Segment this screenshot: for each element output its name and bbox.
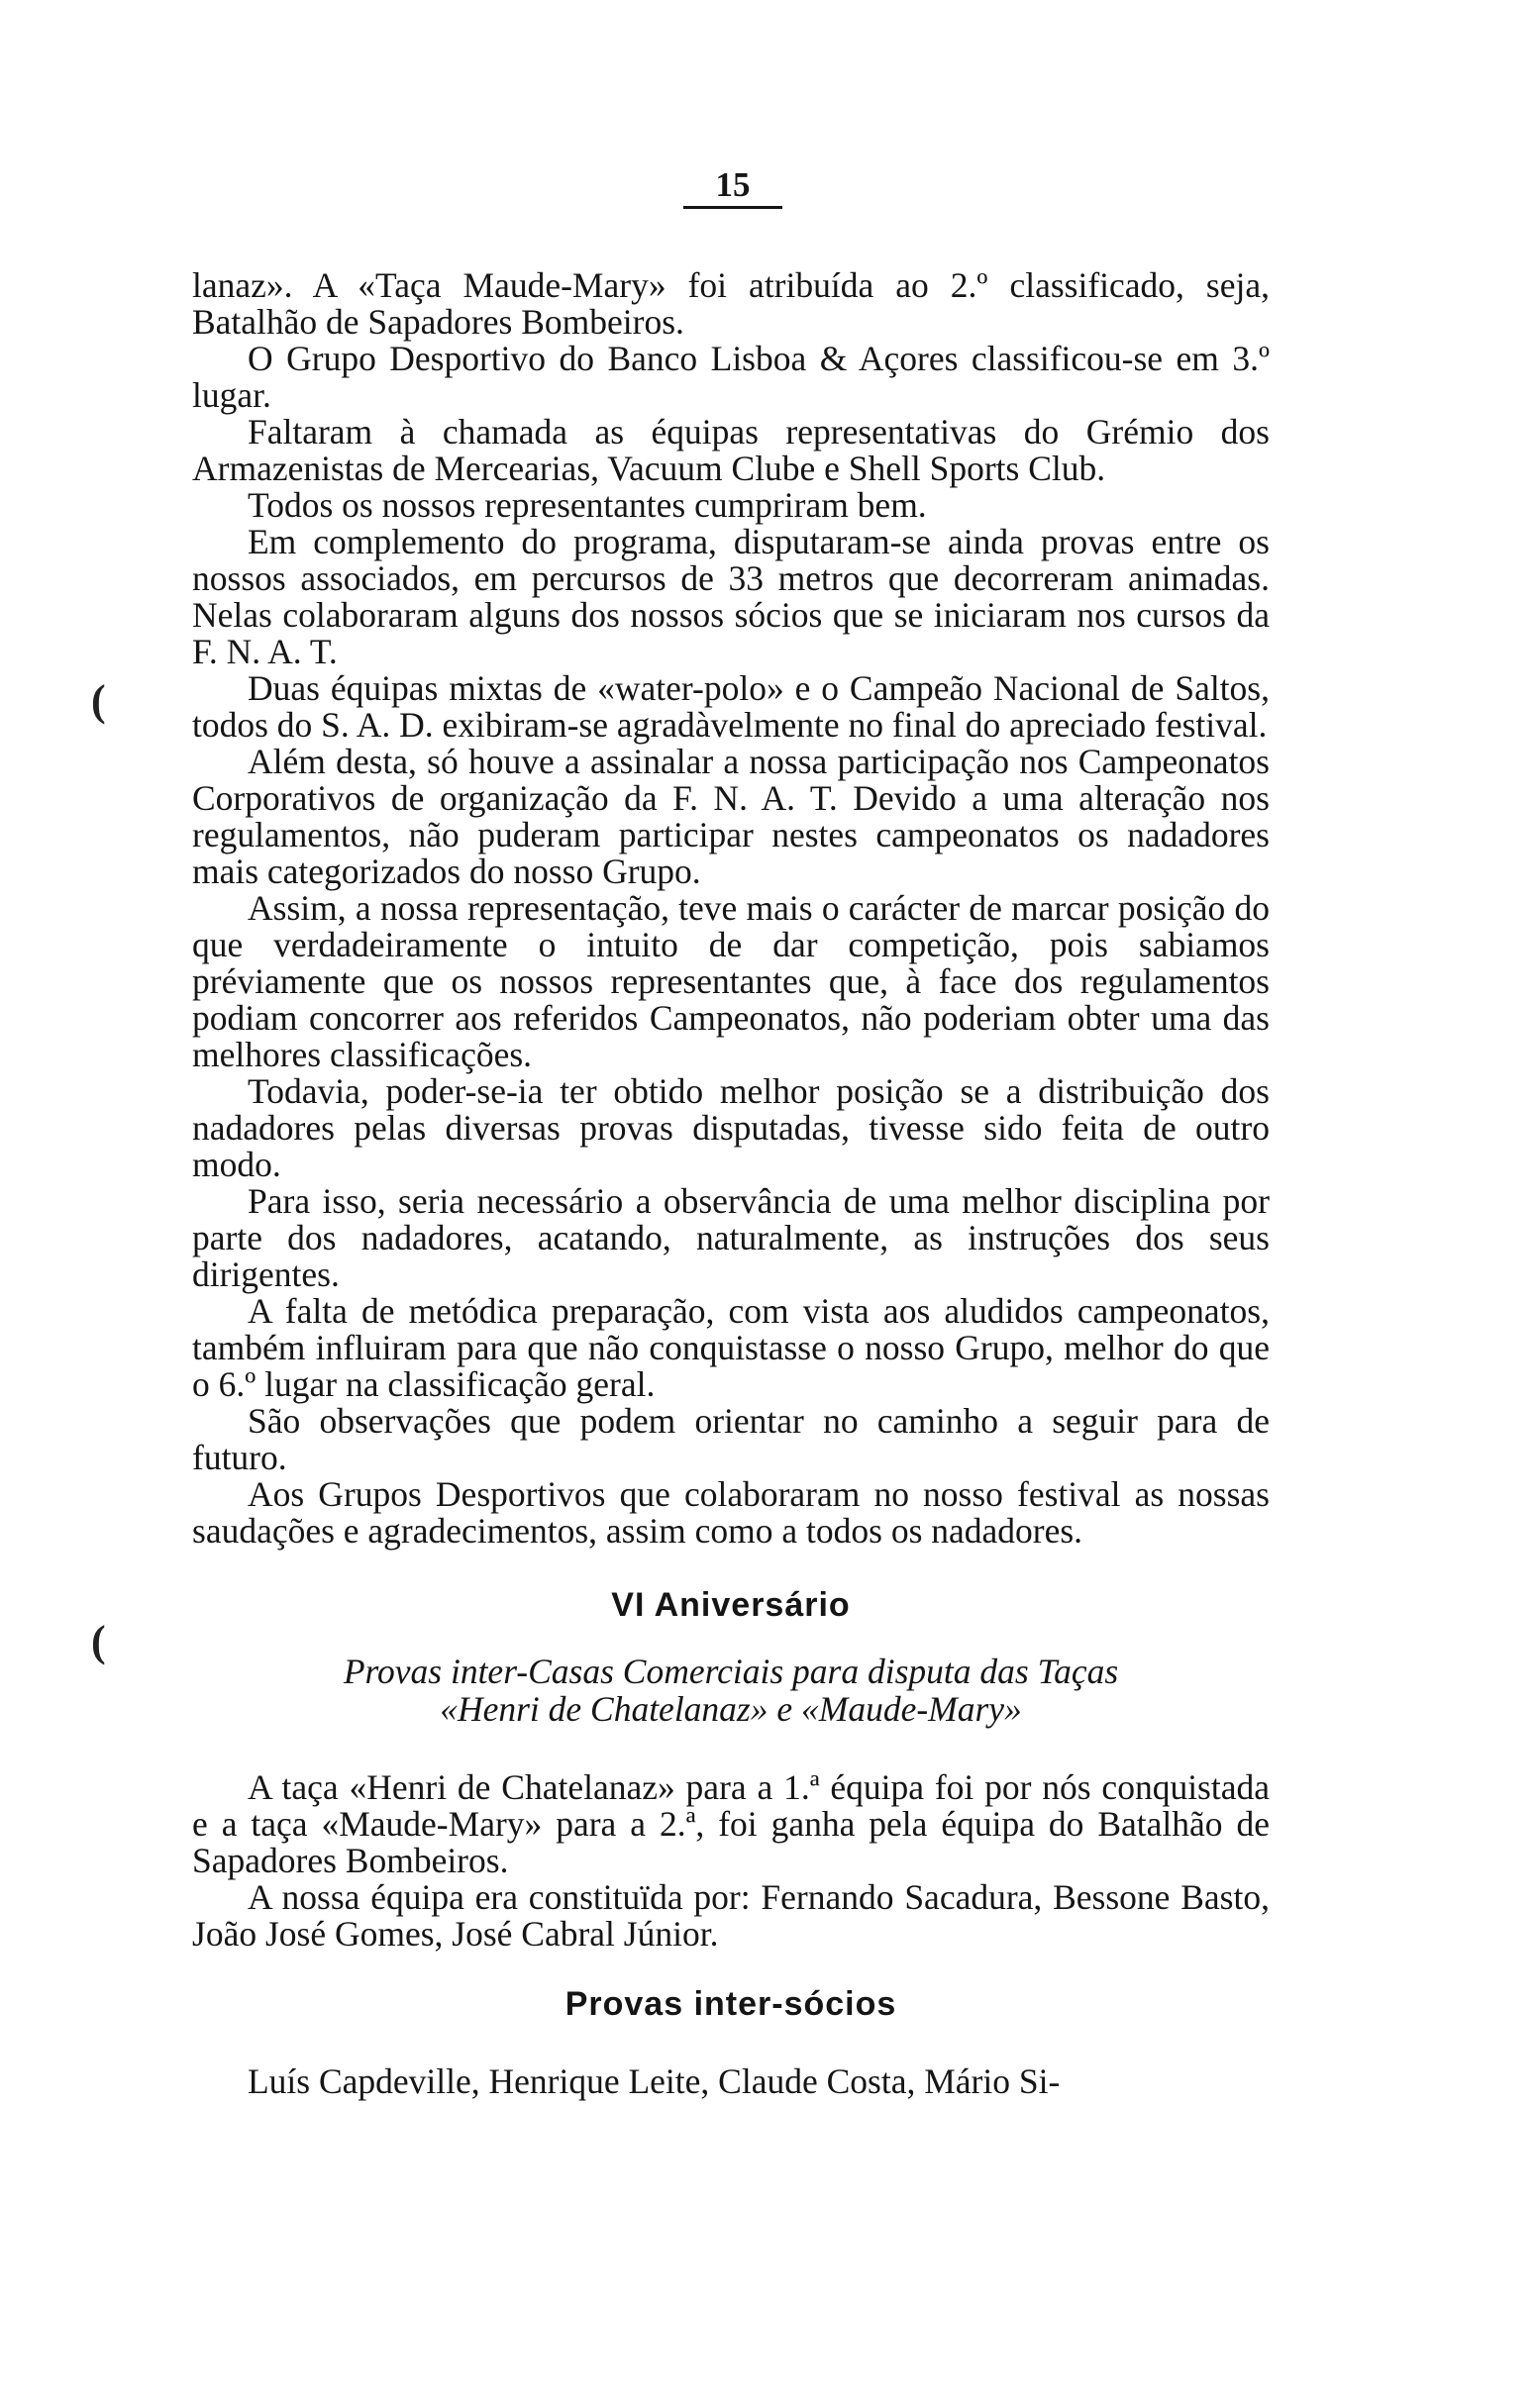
section-title: Provas inter-sócios xyxy=(564,1985,897,2023)
paragraph: A falta de metódica preparação, com vista aos aludidos campeonatos, também influiram para que não conquistasse o nosso Grupo, melhor do que o 6.º lugar na classificação geral. xyxy=(192,1291,1270,1404)
subtitle-line: Provas inter-Casas Comerciais para disputa das Taças xyxy=(343,1652,1119,1691)
paragraph: O Grupo Desportivo do Banco Lisboa & Açores classificou-se em 3.º lugar. xyxy=(192,339,1270,415)
margin-mark: ( xyxy=(91,676,106,725)
paragraph: lanaz». A «Taça Maude-Mary» foi atribuída ao 2.º classificado, seja, Batalhão de Sapadores Bombeiros. xyxy=(192,265,1270,342)
paragraph: Todos os nossos representantes cumpriram bem. xyxy=(248,485,927,525)
paragraph: A taça «Henri de Chatelanaz» para a 1.ª équipa foi por nós conquistada e a taça «Maude-Mary» para a 2.ª, foi ganha pela équipa do Batalhão de Sapadores Bombeiros. xyxy=(192,1767,1270,1880)
paragraph: A nossa équipa era constituïda por: Fernando Sacadura, Bessone Basto, João José Gomes, José Cabral Júnior. xyxy=(192,1877,1270,1954)
paragraph: São observações que podem orientar no caminho a seguir para de futuro. xyxy=(192,1401,1270,1477)
paragraph: Duas équipas mixtas de «water-polo» e o Campeão Nacional de Saltos, todos do S. A. D. exibiram-se agradàvelmente no final do apreciado festival. xyxy=(192,668,1270,745)
paragraph: Aos Grupos Desportivos que colaboraram no nosso festival as nossas saudações e agradecimentos, assim como a todos os nadadores. xyxy=(192,1474,1270,1551)
paragraph: Faltaram à chamada as équipas representativas do Grémio dos Armazenistas de Mercearias, Vacuum Clube e Shell Sports Club. xyxy=(192,412,1270,488)
paragraph: Assim, a nossa representação, teve mais o carácter de marcar posição do que verdadeiramente o intuito de dar competição, pois sabiamos préviamente que os nossos representantes que, à face dos regulamentos podiam concorrer aos referidos Campeonatos, não poderiam obter uma das melhores classificações. xyxy=(192,888,1270,1074)
paragraph: Além desta, só houve a assinalar a nossa participação nos Campeonatos Corporativos de organização da F. N. A. T. Devido a uma alteração nos regulamentos, não puderam participar nestes campeonatos os nadadores mais categorizados do nosso Grupo. xyxy=(192,742,1270,891)
paragraph: Em complemento do programa, disputaram-se ainda provas entre os nossos associados, em percursos de 33 metros que decorreram animadas. Nelas colaboraram alguns dos nossos sócios que se iniciaram nos cursos da F. N. A. T. xyxy=(192,522,1270,671)
paragraph: Luís Capdeville, Henrique Leite, Claude Costa, Mário Si- xyxy=(248,2061,1061,2101)
paragraph: Todavia, poder-se-ia ter obtido melhor posição se a distribuição dos nadadores pelas diversas provas disputadas, tivesse sido feita de outro modo. xyxy=(192,1071,1270,1184)
page-number: 15 xyxy=(683,166,782,209)
margin-mark: ( xyxy=(91,1617,106,1665)
paragraph: Para isso, seria necessário a observância de uma melhor disciplina por parte dos nadadores, acatando, naturalmente, as instruções dos seus dirigentes. xyxy=(192,1181,1270,1294)
text-column xyxy=(192,267,1270,2100)
section-subtitle xyxy=(192,1653,1270,1728)
subtitle-line: «Henri de Chatelanaz» e «Maude-Mary» xyxy=(440,1689,1022,1729)
section-title: VI Aniversário xyxy=(611,1586,851,1624)
